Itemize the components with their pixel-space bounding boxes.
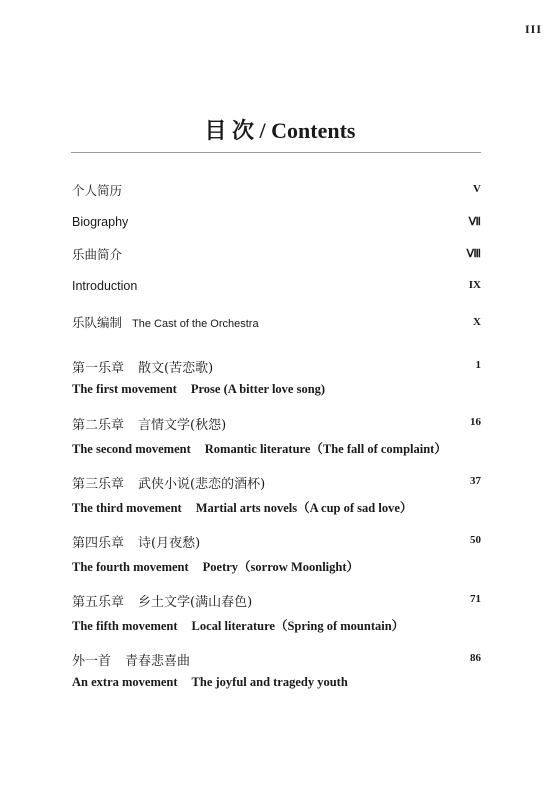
toc-chapter[interactable] [72,591,481,634]
chapter-name-en: Martial arts novels（A cup of sad love） [195,501,413,515]
chapter-number-cn: 第五乐章 [72,595,125,610]
chapter-title-en [72,675,481,690]
toc-chapter[interactable] [72,532,481,575]
chapter-number-en: The second movement [72,442,191,456]
toc-chapter[interactable] [72,650,481,690]
toc-entry-label: 乐队编制 [72,316,123,330]
chapter-number-en: The fourth movement [72,560,189,574]
chapter-number-cn: 第三乐章 [72,477,125,492]
chapter-title-cn [72,414,481,433]
chapter-page: 1 [475,359,481,371]
chapter-page: 50 [470,534,481,546]
chapter-title-en [72,439,481,457]
toc-entry-label: 乐曲简介 [72,248,123,262]
toc-entry-introduction-cn[interactable] [72,245,481,264]
chapter-name-en: The joyful and tragedy youth [191,675,348,689]
chapter-name-en: Poetry（sorrow Moonlight） [202,560,359,574]
toc-entry-page: IX [468,279,481,291]
chapter-name-cn: 武侠小说(悲恋的酒杯) [138,477,266,492]
toc-entry-label: Introduction [72,279,138,293]
chapter-name-cn: 散文(苦恋歌) [138,361,214,376]
toc-entry-biography-cn[interactable] [72,181,481,200]
chapter-name-en: Romantic literature（The fall of complaint） [204,442,447,456]
toc-entry-page: X [473,316,481,328]
chapter-name-cn: 言情文学(秋怨) [138,418,227,433]
chapter-number-en: The fifth movement [72,619,178,633]
toc-entry-orchestra[interactable] [72,313,481,332]
chapter-number-en: The first movement [72,382,177,396]
chapter-number-en: An extra movement [72,675,178,689]
toc-entry-sublabel: The Cast of the Orchestra [132,318,259,330]
toc-chapter[interactable] [72,414,481,457]
toc-chapter[interactable] [72,357,481,397]
chapter-page: 86 [470,652,481,664]
chapter-title-en [72,616,481,634]
chapter-name-en: Local literature（Spring of mountain） [191,619,405,633]
chapter-number-cn: 第四乐章 [72,536,125,551]
chapter-number-en: The third movement [72,501,182,515]
page-number: III [524,22,542,36]
chapter-number-cn: 第二乐章 [72,418,125,433]
chapter-title-en [72,557,481,575]
chapter-title-en [72,498,481,516]
toc-entry-biography-en[interactable] [72,213,481,231]
chapter-name-en: Prose (A bitter love song) [190,382,326,396]
toc-entry-page: Ⅶ [468,216,481,228]
toc-chapter[interactable] [72,473,481,516]
chapter-name-cn: 青春悲喜曲 [125,654,191,669]
chapter-title-cn [72,357,481,376]
toc-entry-label: Biography [72,215,129,229]
toc-entry-introduction-en[interactable] [72,277,481,295]
chapter-title-cn [72,591,481,610]
toc-entry-label: 个人简历 [72,184,123,198]
chapter-page: 16 [470,416,481,428]
page-title: 目 次 / Contents [204,118,356,143]
chapter-page: 37 [470,475,481,487]
toc-entry-page: Ⅷ [466,248,481,260]
chapter-title-cn [72,532,481,551]
chapter-title-cn [72,473,481,492]
toc-entry-page: V [473,183,481,195]
chapter-title-en [72,382,481,397]
chapter-page: 71 [470,593,481,605]
chapter-name-cn: 诗(月夜愁) [138,536,201,551]
chapter-number-cn: 外一首 [72,654,112,669]
title-divider [71,152,481,153]
chapter-title-cn [72,650,481,669]
chapter-name-cn: 乡土文学(满山春色) [138,595,253,610]
chapter-number-cn: 第一乐章 [72,361,125,376]
